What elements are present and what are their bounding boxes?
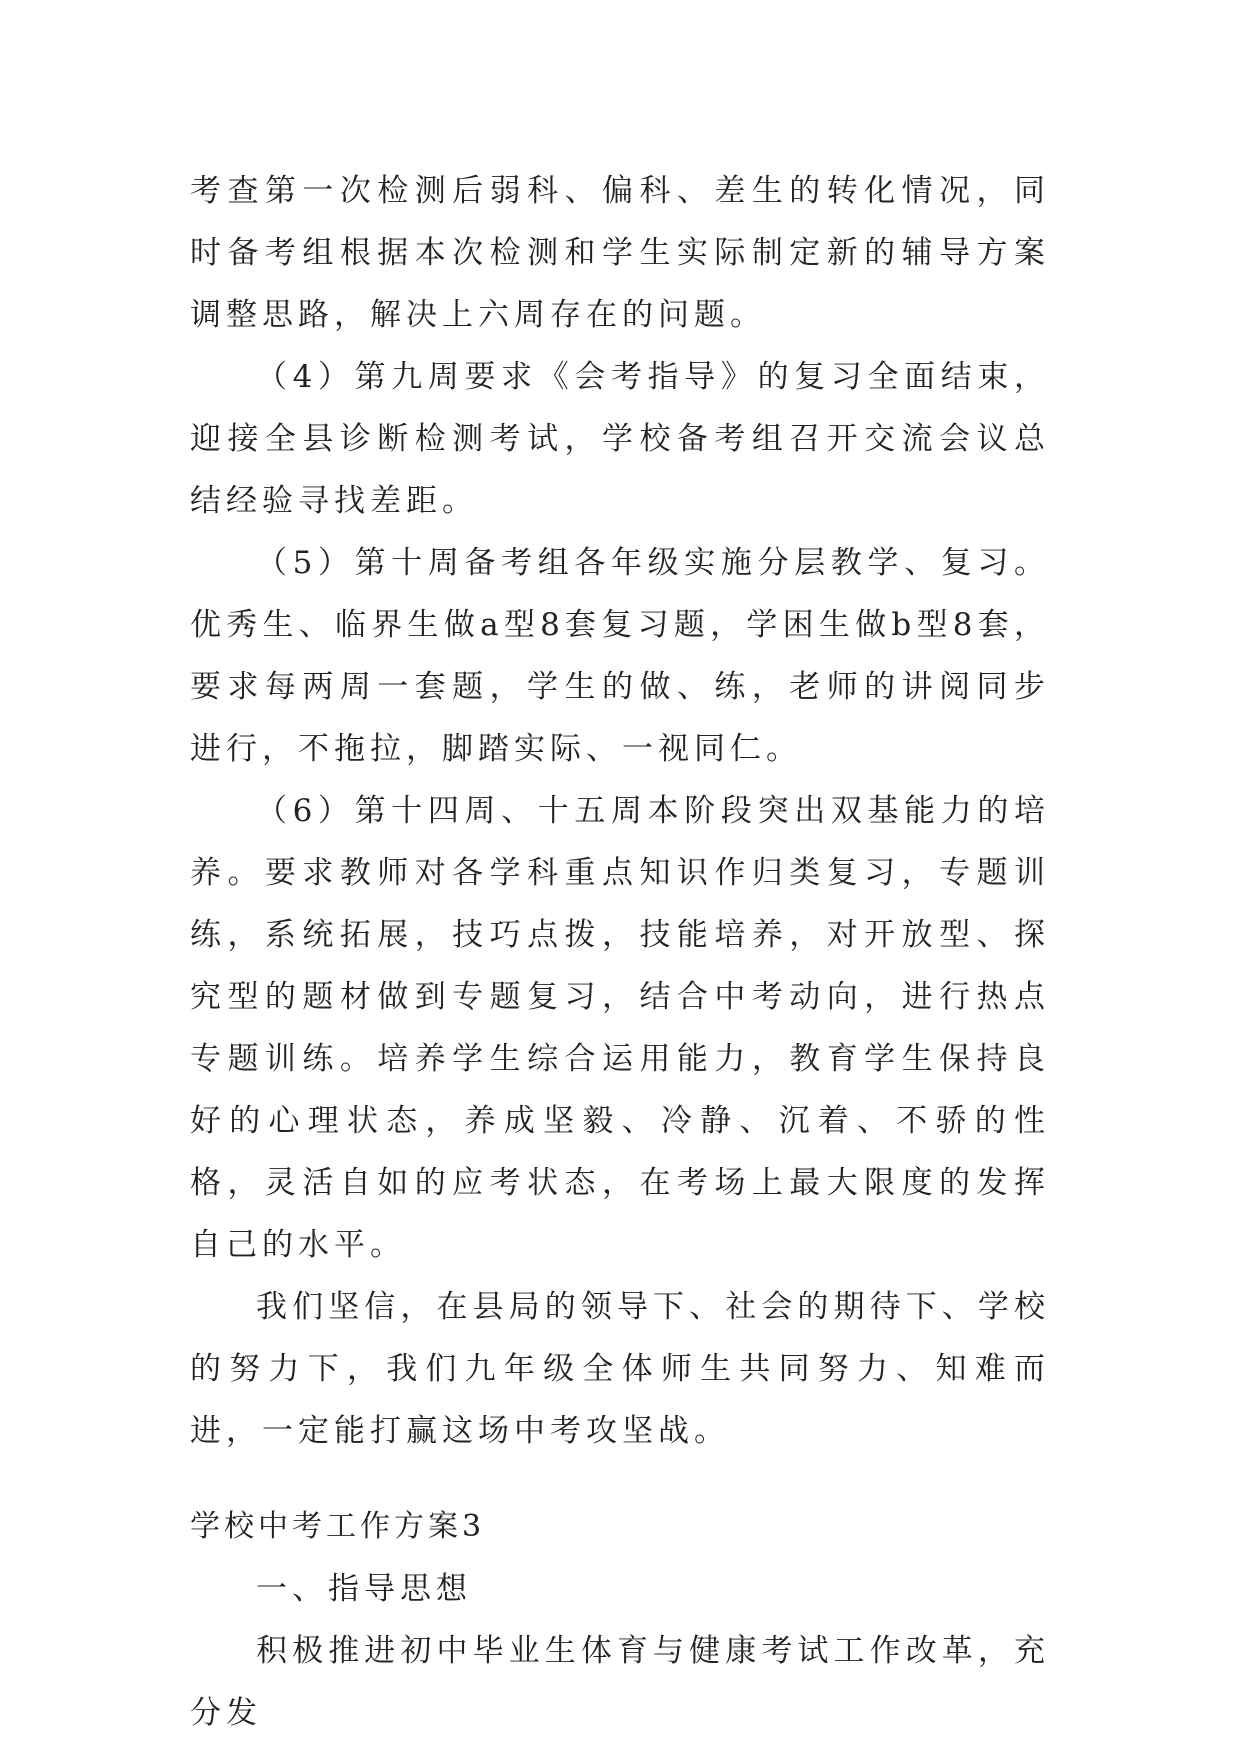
paragraph-item-6: （6）第十四周、十五周本阶段突出双基能力的培养。要求教师对各学科重点知识作归类复习，专题训练，系统拓展，技巧点拨，技能培养，对开放型、探究型的题材做到专题复习，结合中考动向，进行热点专题训练。培养学生综合运用能力，教育学生保持良好的心理状态，养成坚毅、冷静、沉着、不骄的性格，灵活自如的应考状态，在考场上最大限度的发挥自己的水平。	[190, 793, 1050, 1263]
paragraph-continuation: 考查第一次检测后弱科、偏科、差生的转化情况，同时备考组根据本次检测和学生实际制定新的辅导方案调整思路，解决上六周存在的问题。	[190, 173, 1050, 333]
paragraph-item-4: （4）第九周要求《会考指导》的复习全面结束，迎接全县诊断检测考试，学校备考组召开交流会议总结经验寻找差距。	[190, 359, 1050, 519]
paragraph-conclusion: 我们坚信，在县局的领导下、社会的期待下、学校的努力下，我们九年级全体师生共同努力、知难而进，一定能打赢这场中考攻坚战。	[190, 1289, 1050, 1449]
section-title: 学校中考工作方案3	[190, 1509, 486, 1544]
section-subheading: 一、指导思想	[256, 1571, 472, 1607]
paragraph-item-5: （5）第十周备考组各年级实施分层教学、复习。优秀生、临界生做a型8套复习题，学困生做b型8套，要求每两周一套题，学生的做、练，老师的讲阅同步进行，不拖拉，脚踏实际、一视同仁。	[190, 545, 1050, 767]
document-body	[190, 160, 1050, 1744]
section-first-paragraph: 积极推进初中毕业生体育与健康考试工作改革，充分发	[190, 1633, 1050, 1731]
